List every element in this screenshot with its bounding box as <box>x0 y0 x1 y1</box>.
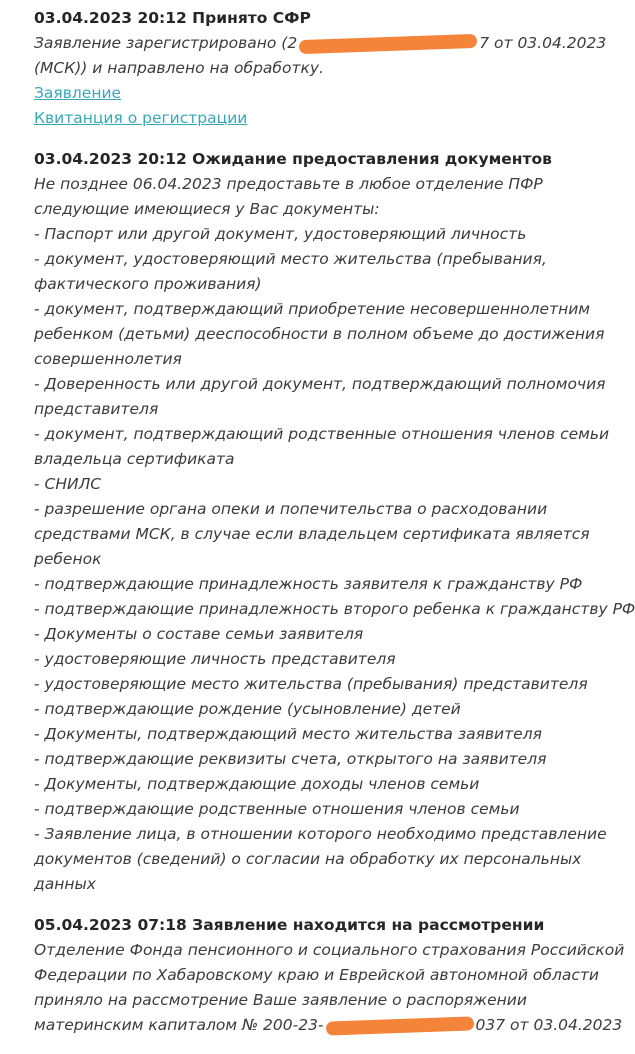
status-history <box>34 6 635 1054</box>
document-item: - подтверждающие рождение (усыновление) детей <box>34 700 461 718</box>
document-item: - подтверждающие родственные отношения членов семьи <box>34 800 520 818</box>
document-item: - подтверждающие реквизиты счета, открытого на заявителя <box>34 750 547 768</box>
event-title: 03.04.2023 20:12 Принято СФР <box>34 9 311 27</box>
document-item: ребенком (детьми) дееспособности в полном объеме до достижения <box>34 325 605 343</box>
event-line: (МСК)) и направлено на обработку. <box>34 59 324 77</box>
event-title: 05.04.2023 07:18 Заявление находится на рассмотрении <box>34 916 545 934</box>
document-item: - документ, подтверждающий родственные отношения членов семьи <box>34 425 610 443</box>
event-line: Отделение Фонда пенсионного и социального страхования Российской <box>34 941 625 959</box>
document-item: - Документы, подтверждающие доходы членов семьи <box>34 775 480 793</box>
document-item: фактического проживания) <box>34 275 262 293</box>
document-item: - подтверждающие принадлежность заявителя к гражданству РФ <box>34 575 583 593</box>
document-item: ребенок <box>34 550 102 568</box>
document-item: - СНИЛС <box>34 475 102 493</box>
document-item: документов (сведений) о согласии на обработку их персональных <box>34 850 582 868</box>
document-item: - документ, удостоверяющий место жительства (пребывания, <box>34 250 547 268</box>
event-line <box>34 31 607 56</box>
document-item: - документ, подтверждающий приобретение несовершеннолетним <box>34 300 591 318</box>
document-item: - Паспорт или другой документ, удостоверяющий личность <box>34 225 527 243</box>
document-item: - Документы, подтверждающий место жительства заявителя <box>34 725 542 743</box>
document-item: владельца сертификата <box>34 450 235 468</box>
status-event-accepted <box>34 6 607 131</box>
document-item: совершеннолетия <box>34 350 182 368</box>
document-item: - удостоверяющие личность представителя <box>34 650 396 668</box>
event-title: 03.04.2023 20:12 Ожидание предоставления документов <box>34 150 552 168</box>
redaction-mark <box>299 33 477 53</box>
document-item: средствами МСК, в случае если владельцем сертификата является <box>34 525 590 543</box>
status-event-under-review <box>34 913 625 1038</box>
event-text-post: 037 от 03.04.2023 <box>475 1016 623 1034</box>
status-event-awaiting-documents <box>34 147 635 897</box>
event-text-pre: Заявление зарегистрировано (2 <box>34 34 298 52</box>
application-link[interactable]: Заявление <box>34 84 122 102</box>
event-line: приняло на рассмотрение Ваше заявление о распоряжении <box>34 991 527 1009</box>
document-item: - подтверждающие принадлежность второго ребенка к гражданству РФ <box>34 600 635 618</box>
document-item: - разрешение органа опеки и попечительства о расходовании <box>34 500 548 518</box>
event-line: Федерации по Хабаровскому краю и Еврейской автономной области <box>34 966 599 984</box>
document-item: - удостоверяющие место жительства (пребывания) представителя <box>34 675 588 693</box>
event-text-pre: материнским капиталом № 200-23- <box>34 1016 324 1034</box>
document-item: данных <box>34 875 96 893</box>
event-description <box>34 938 625 1038</box>
document-item: - Заявление лица, в отношении которого необходимо представление <box>34 825 607 843</box>
registration-receipt-link[interactable]: Квитанция о регистрации <box>34 109 248 127</box>
event-text-post: 7 от 03.04.2023 <box>479 34 607 52</box>
redaction-mark <box>325 1016 473 1035</box>
event-description <box>34 31 607 81</box>
document-item: представителя <box>34 400 159 418</box>
document-item: - Доверенность или другой документ, подтверждающий полномочия <box>34 375 606 393</box>
document-item: - Документы о составе семьи заявителя <box>34 625 364 643</box>
event-line <box>34 1013 623 1038</box>
event-description <box>34 172 635 897</box>
event-line: следующие имеющиеся у Вас документы: <box>34 200 380 218</box>
event-line: Не позднее 06.04.2023 предоставьте в любое отделение ПФР <box>34 175 543 193</box>
